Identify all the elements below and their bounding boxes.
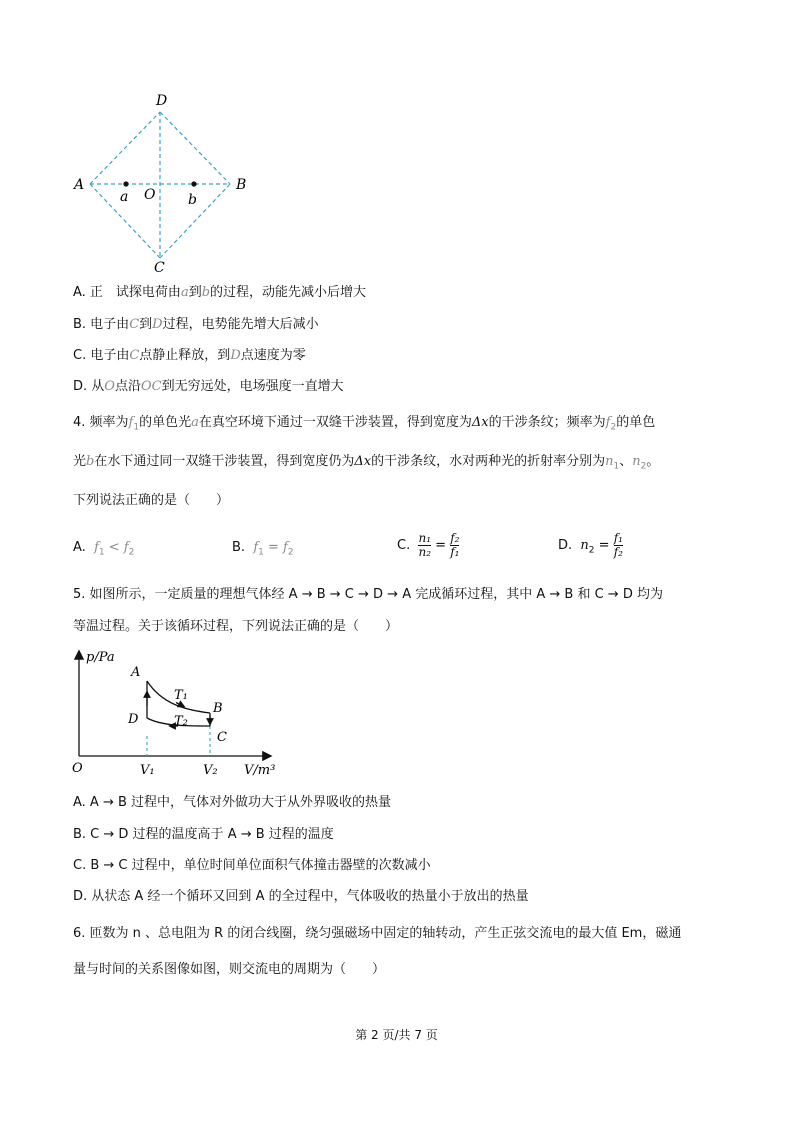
label-a: a xyxy=(120,189,129,205)
label-B: B xyxy=(236,177,247,193)
q4-stem-line2: 光b在水下通过同一双缝干涉装置，得到宽度仍为Δx的干涉条纹，水对两种光的折射率分别为$n_1$、$n_2$。 xyxy=(73,454,660,472)
q5-stem-line1: 5. 如图所示，一定质量的理想气体经 A → B → C → D → A 完成循环过程，其中 A → B 和 C → D 均为 xyxy=(73,587,663,602)
q3-option-c: C. 电子由C点静止释放，到D点速度为零 xyxy=(73,348,306,363)
q3-option-d: D. 从O点沿OC到无穷远处，电场强度一直增大 xyxy=(73,379,344,394)
page-footer: 第 2 页/共 7 页 xyxy=(355,1028,438,1042)
point-A: A xyxy=(131,665,141,680)
label-V1: V₁ xyxy=(140,763,155,778)
label-V2: V₂ xyxy=(203,763,218,778)
label-b: b xyxy=(188,192,197,208)
q5-stem-line2: 等温过程。关于该循环过程，下列说法正确的是（ ） xyxy=(73,619,399,634)
q4-option-d: D. $n_2$ = $\frac{\text{f₁}}{\text{f₂}}$ xyxy=(558,531,623,559)
point-B: B xyxy=(213,701,223,716)
point-b xyxy=(191,181,196,186)
q4-stem-line3: 下列说法正确的是（ ） xyxy=(73,493,230,508)
ylabel: p/Pa xyxy=(86,650,115,665)
label-T1: T₁ xyxy=(174,688,188,703)
q5-option-a: A. A → B 过程中，气体对外做功大于从外界吸收的热量 xyxy=(73,795,392,810)
origin-O: O xyxy=(72,761,83,776)
q4-option-b: B. $f_1 = f_2$ xyxy=(232,540,294,558)
q3-option-b: B. 电子由C到D过程，电势能先增大后减小 xyxy=(73,317,319,332)
q5-option-d: D. 从状态 A 经一个循环又回到 A 的全过程中，气体吸收的热量小于放出的热量 xyxy=(73,889,529,904)
q4-option-a: A. $f_1 < f_2$ xyxy=(73,540,135,558)
label-T2: T₂ xyxy=(174,714,188,729)
q3-diamond-figure xyxy=(70,88,260,274)
point-C: C xyxy=(217,730,227,745)
q5-pv-diagram xyxy=(70,646,285,782)
q4-stem-line1: 4. 频率为$f_1$的单色光a在真空环境下通过一双缝干涉装置，得到宽度为Δx的干涉条纹；频率为$f_2$的单色 xyxy=(73,415,656,433)
label-O: O xyxy=(144,187,156,203)
q3-option-a: A. 正 试探电荷由a到b的过程，动能先减小后增大 xyxy=(73,285,367,300)
q4-option-c: C. $\frac{\text{n₁}}{\text{n₂}}$ = $\frac{\text{f₂}}{\text{f₁}}$ xyxy=(397,531,460,559)
label-A: A xyxy=(74,177,85,193)
q6-stem-line1: 6. 匝数为 n 、总电阻为 R 的闭合线圈，绕匀强磁场中固定的轴转动，产生正弦交流电的最大值 Em，磁通 xyxy=(73,926,682,941)
q5-option-c: C. B → C 过程中，单位时间单位面积气体撞击器壁的次数减小 xyxy=(73,858,431,873)
point-D: D xyxy=(128,712,139,727)
label-C: C xyxy=(154,260,165,274)
q6-stem-line2: 量与时间的关系图像如图，则交流电的周期为（ ） xyxy=(73,962,386,977)
point-a xyxy=(123,181,128,186)
xlabel: V/m³ xyxy=(244,763,276,778)
q5-option-b: B. C → D 过程的温度高于 A → B 过程的温度 xyxy=(73,827,334,842)
label-D: D xyxy=(156,93,168,109)
